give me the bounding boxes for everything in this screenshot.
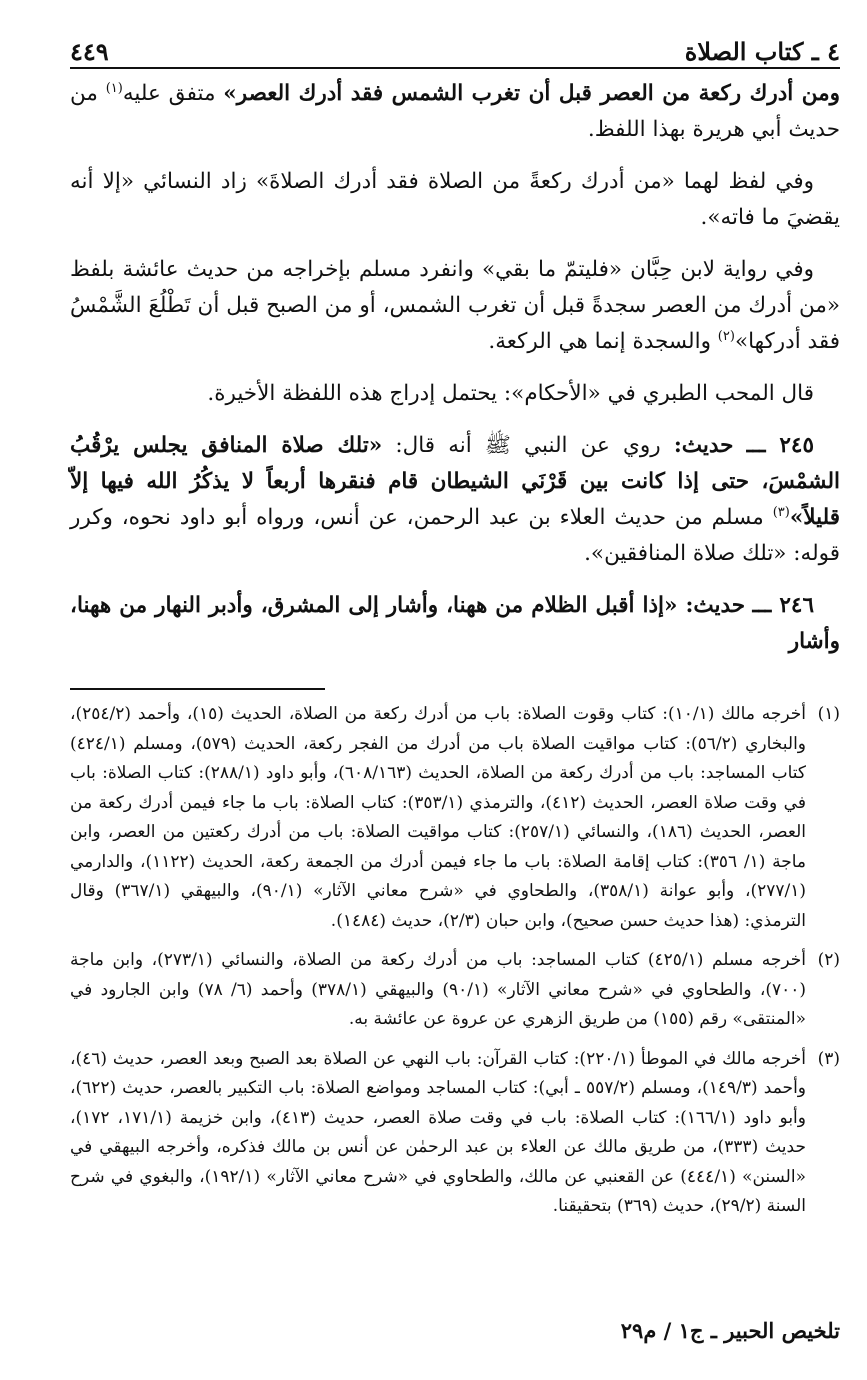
- hadith-text: ومن أدرك ركعة من العصر قبل أن تغرب الشمس فقد أدرك العصر»: [223, 81, 840, 106]
- hadith-text: «إذا أقبل الظلام من ههنا، وأشار إلى المشرق، وأدبر النهار من ههنا، وأشار: [70, 593, 840, 654]
- paragraph-text: روي عن النبي ﷺ أنه قال:: [382, 433, 674, 458]
- header-rule: [70, 67, 840, 69]
- footnote-number: (٣): [817, 1048, 840, 1069]
- paragraph-4: [70, 376, 840, 412]
- footnote-number: (١): [817, 704, 840, 724]
- paragraph-text: وفي لفظ لهما «من أدرك ركعةً من الصلاة فقد أدرك الصلاةَ» زاد النسائي «إلا أنه يقضيَ ما فاته».: [70, 169, 840, 230]
- footnote-ref: (٣): [772, 504, 790, 520]
- page-number: ٤٤٩: [70, 37, 109, 66]
- paragraph-text: من حديث أبي هريرة بهذا اللفظ.: [70, 81, 840, 142]
- hadith-245: [70, 428, 840, 572]
- paragraph-text: وفي رواية لابن حِبَّان «فليتمّ ما بقي» وانفرد مسلم بإخراجه من حديث عائشة بلفظ «من أدرك من العصر سجدةً قبل أن تغرب الشمس، أو من الصبح قبل أن تَطْلُعَ الشَّمْسُ فقد أدركها»: [70, 257, 840, 354]
- footnote-ref: (١): [105, 80, 123, 96]
- footnote-rule: [70, 688, 325, 690]
- footnote-text: أخرجه مسلم (٤٢٥/١) كتاب المساجد: باب من أدرك ركعة من الصلاة، والنسائي (٢٧٣/١)، وابن ماجة (٧٠٠)، والطحاوي في «شرح معاني الآثار» (٩٠/١) والبيهقي (٣٧٨/١) وأحمد (٦/ ٧٨) وابن الجارود في «المنتقى» رقم (١٥٥) من طريق الزهري عن عروة عن عائشة به.: [70, 950, 806, 1029]
- footnote: [70, 946, 840, 1035]
- paragraph-text: والسجدة إنما هي الركعة.: [488, 329, 718, 354]
- footnote-text: أخرجه مالك (١٠/١): كتاب وقوت الصلاة: باب من أدرك ركعة من الصلاة، الحديث (١٥)، وأحمد (٢٥٤/٢)، والبخاري (٥٦/٢): كتاب مواقيت الصلاة باب من أدرك من الفجر ركعة، الحديث (٥٧٩)، ومسلم (٤٢٤/١) كتاب المساجد: باب من أدرك ركعة من الصلاة، الحديث (٦٠٨/١٦٣)، وأبو داود (٢٨٨/١): كتاب الصلاة: باب في وقت صلاة العصر، الحديث (٤١٢)، والترمذي (٣٥٣/١): كتاب الصلاة: باب ما جاء فيمن أدرك ركعة من العصر، الحديث (١٨٦)، والنسائي (٢٥٧/١): كتاب مواقيت الصلاة: باب من أدرك ركعتين من العصر، وابن ماجة (١/ ٣٥٦): كتاب إقامة الصلاة: باب ما جاء فيمن أدرك من الجمعة ركعة، الحديث (١١٢٢)، والدارمي (٢٧٧/١)، وأبو عوانة (٣٥٨/١)، والطحاوي في «شرح معاني الآثار» (٩٠/١)، والبيهقي (٣٦٧/١) وقال الترمذي: (هذا حديث حسن صحيح)، وابن حبان (٢/٣)، حديث (١٤٨٤).: [70, 704, 807, 931]
- footnote: [70, 1045, 840, 1222]
- footnote: [70, 700, 840, 936]
- footnote-number: (٢): [817, 950, 840, 970]
- page-footer: تلخيص الحبير ـ ج١ / م٢٩: [620, 1318, 840, 1343]
- main-text: [70, 76, 840, 676]
- hadith-number: ٢٤٦ ـــ: [752, 593, 814, 618]
- hadith-text: «تلك صلاة المنافق يجلس يرْقُبُ الشمْسَ، حتى إذا كانت بين قَرْنَي الشيطان قام فنقرها أربعاً لا يذكُرُ الله فيها إلاّ قليلاً»: [70, 433, 840, 530]
- book-page: [70, 0, 840, 1380]
- page-header: [70, 30, 840, 66]
- hadith-number: ٢٤٥ ـــ: [746, 433, 814, 458]
- paragraph-text: مسلم من حديث العلاء بن عبد الرحمن، عن أنس، ورواه أبو داود نحوه، وكرر قوله: «تلك صلاة المنافقين».: [70, 505, 840, 566]
- paragraph-text: قال المحب الطبري في «الأحكام»: يحتمل إدراج هذه اللفظة الأخيرة.: [207, 381, 814, 406]
- hadith-246: [70, 588, 840, 660]
- paragraph-1: [70, 76, 840, 148]
- paragraph-2: [70, 164, 840, 236]
- footnotes: [70, 700, 840, 1232]
- paragraph-text: متفق عليه: [122, 81, 224, 106]
- paragraph-3: [70, 252, 840, 360]
- footnote-text: أخرجه مالك في الموطأ (٢٢٠/١): كتاب القرآن: باب النهي عن الصلاة بعد الصبح وبعد العصر، حديث (٤٦)، وأحمد (١٤٩/٣)، ومسلم (٥٥٧/٢ ـ أبي): كتاب المساجد ومواضع الصلاة: باب التكبير بالعصر، حديث (٦٢٢)، وأبو داود (١٦٦/١): كتاب الصلاة: باب في وقت صلاة العصر، حديث (٤١٣)، وابن خزيمة (١٧١/١، ١٧٢)، حديث (٣٣٣)، من طريق مالك عن العلاء بن عبد الرحمٰن عن أنس بن مالك فذكره، وأخرجه البيهقي في «السنن» (٤٤٤/١) عن القعنبي عن مالك، والطحاوي في «شرح معاني الآثار» (١٩٢/١)، والبغوي في شرح السنة (٢٩/٢)، حديث (٣٦٩) بتحقيقنا.: [70, 1048, 806, 1216]
- hadith-label: حديث:: [685, 593, 746, 618]
- footnote-ref: (٢): [717, 328, 735, 344]
- chapter-title: ٤ ـ كتاب الصلاة: [684, 37, 840, 66]
- hadith-label: حديث:: [673, 433, 734, 458]
